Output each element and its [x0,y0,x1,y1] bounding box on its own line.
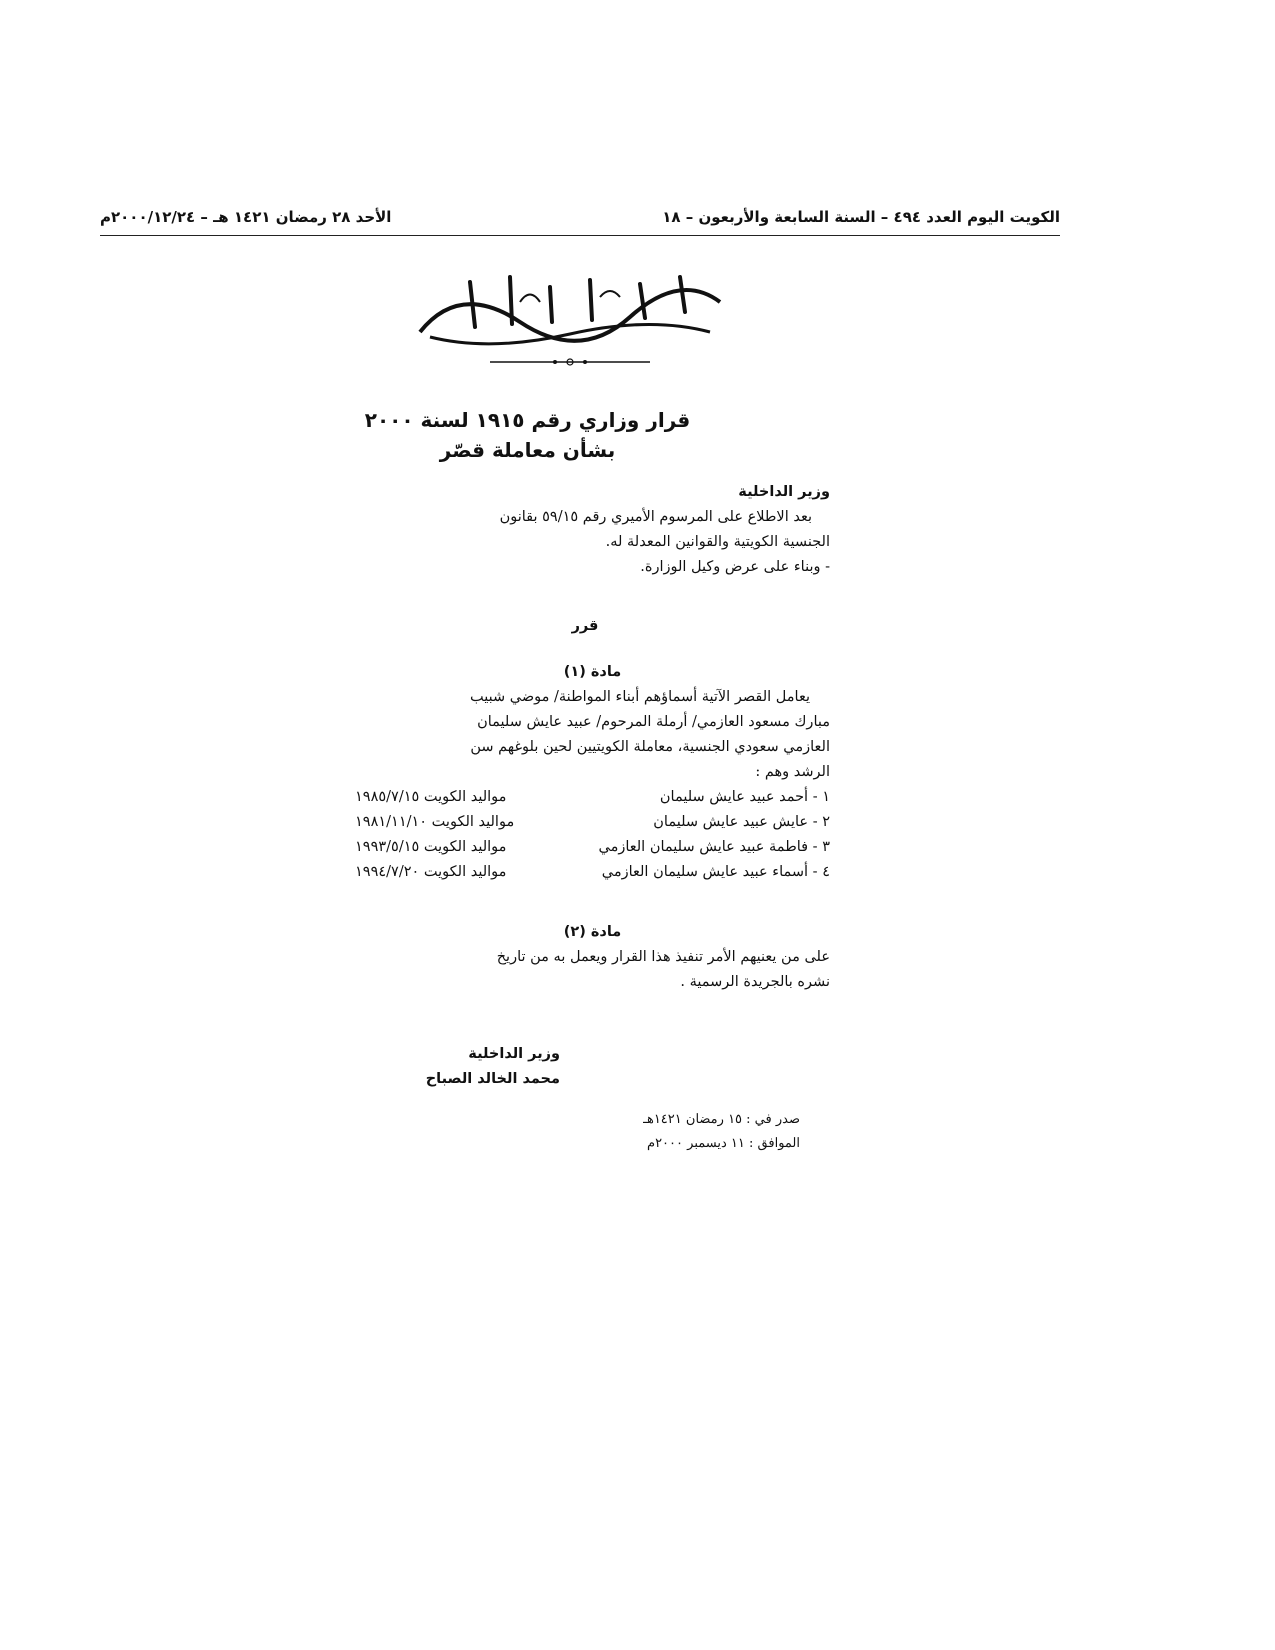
article-2-heading: مادة (٢) [563,924,622,940]
decree-subject: بشأن معاملة قصّر [439,438,616,462]
minor-birth: مواليد الكويت ١٩٨١/١١/١٠ [355,814,515,830]
header-divider [100,235,1060,236]
decision-heading: قرر [571,618,599,634]
article-1-line: العازمي سعودي الجنسية، معاملة الكويتيين لحين بلوغهم سن [470,739,830,755]
ministry-calligraphy-icon [420,277,720,365]
issued-gregorian: الموافق : ١١ ديسمبر ٢٠٠٠م [647,1136,800,1151]
issue-info: الكويت اليوم العدد ٤٩٤ – السنة السابعة والأربعون – ١٨ [662,208,1060,226]
page-header [100,208,1060,234]
list-item [355,785,830,810]
minor-birth: مواليد الكويت ١٩٩٤/٧/٢٠ [355,864,507,880]
minor-birth: مواليد الكويت ١٩٩٣/٥/١٥ [355,839,507,855]
list-item [355,810,830,835]
article-2 [355,920,830,995]
issue-dates [580,1108,800,1156]
list-item [355,860,830,885]
article-1-line: يعامل القصر الآتية أسماؤهم أبناء المواطنة/ موضي شبيب [470,689,810,705]
minor-name: ١ - أحمد عبيد عايش سليمان [659,789,830,805]
minor-birth: مواليد الكويت ١٩٨٥/٧/١٥ [355,789,507,805]
decree-number: قرار وزاري رقم ١٩١٥ لسنة ٢٠٠٠ [364,408,691,432]
article-1 [355,660,830,885]
article-2-line: على من يعنيهم الأمر تنفيذ هذا القرار ويعمل به من تاريخ [496,949,830,965]
minor-name: ٢ - عايش عبيد عايش سليمان [653,814,830,830]
decree-title [300,405,755,465]
article-1-heading: مادة (١) [563,664,622,680]
article-1-line: الرشد وهم : [755,764,830,780]
preamble [355,480,830,580]
date-info: الأحد ٢٨ رمضان ١٤٢١ هـ – ٢٠٠٠/١٢/٢٤م [100,208,392,226]
signatory-title: وزير الداخلية [468,1046,560,1062]
ministry-logo [400,262,740,372]
minor-name: ٤ - أسماء عبيد عايش سليمان العازمي [601,864,830,880]
signature-block [360,1042,560,1092]
issuer-title: وزير الداخلية [738,484,830,500]
list-item [355,835,830,860]
preamble-line: - وبناء على عرض وكيل الوزارة. [640,559,830,575]
minor-name: ٣ - فاطمة عبيد عايش سليمان العازمي [598,839,830,855]
preamble-line: الجنسية الكويتية والقوانين المعدلة له. [605,534,830,550]
preamble-line: بعد الاطلاع على المرسوم الأميري رقم ٥٩/١٥ بقانون [499,509,812,525]
signatory-name: محمد الخالد الصباح [425,1071,560,1087]
article-1-line: مبارك مسعود العازمي/ أرملة المرحوم/ عبيد عايش سليمان [477,714,830,730]
issued-hijri: صدر في : ١٥ رمضان ١٤٢١هـ [643,1112,800,1127]
article-2-line: نشره بالجريدة الرسمية . [680,974,830,990]
